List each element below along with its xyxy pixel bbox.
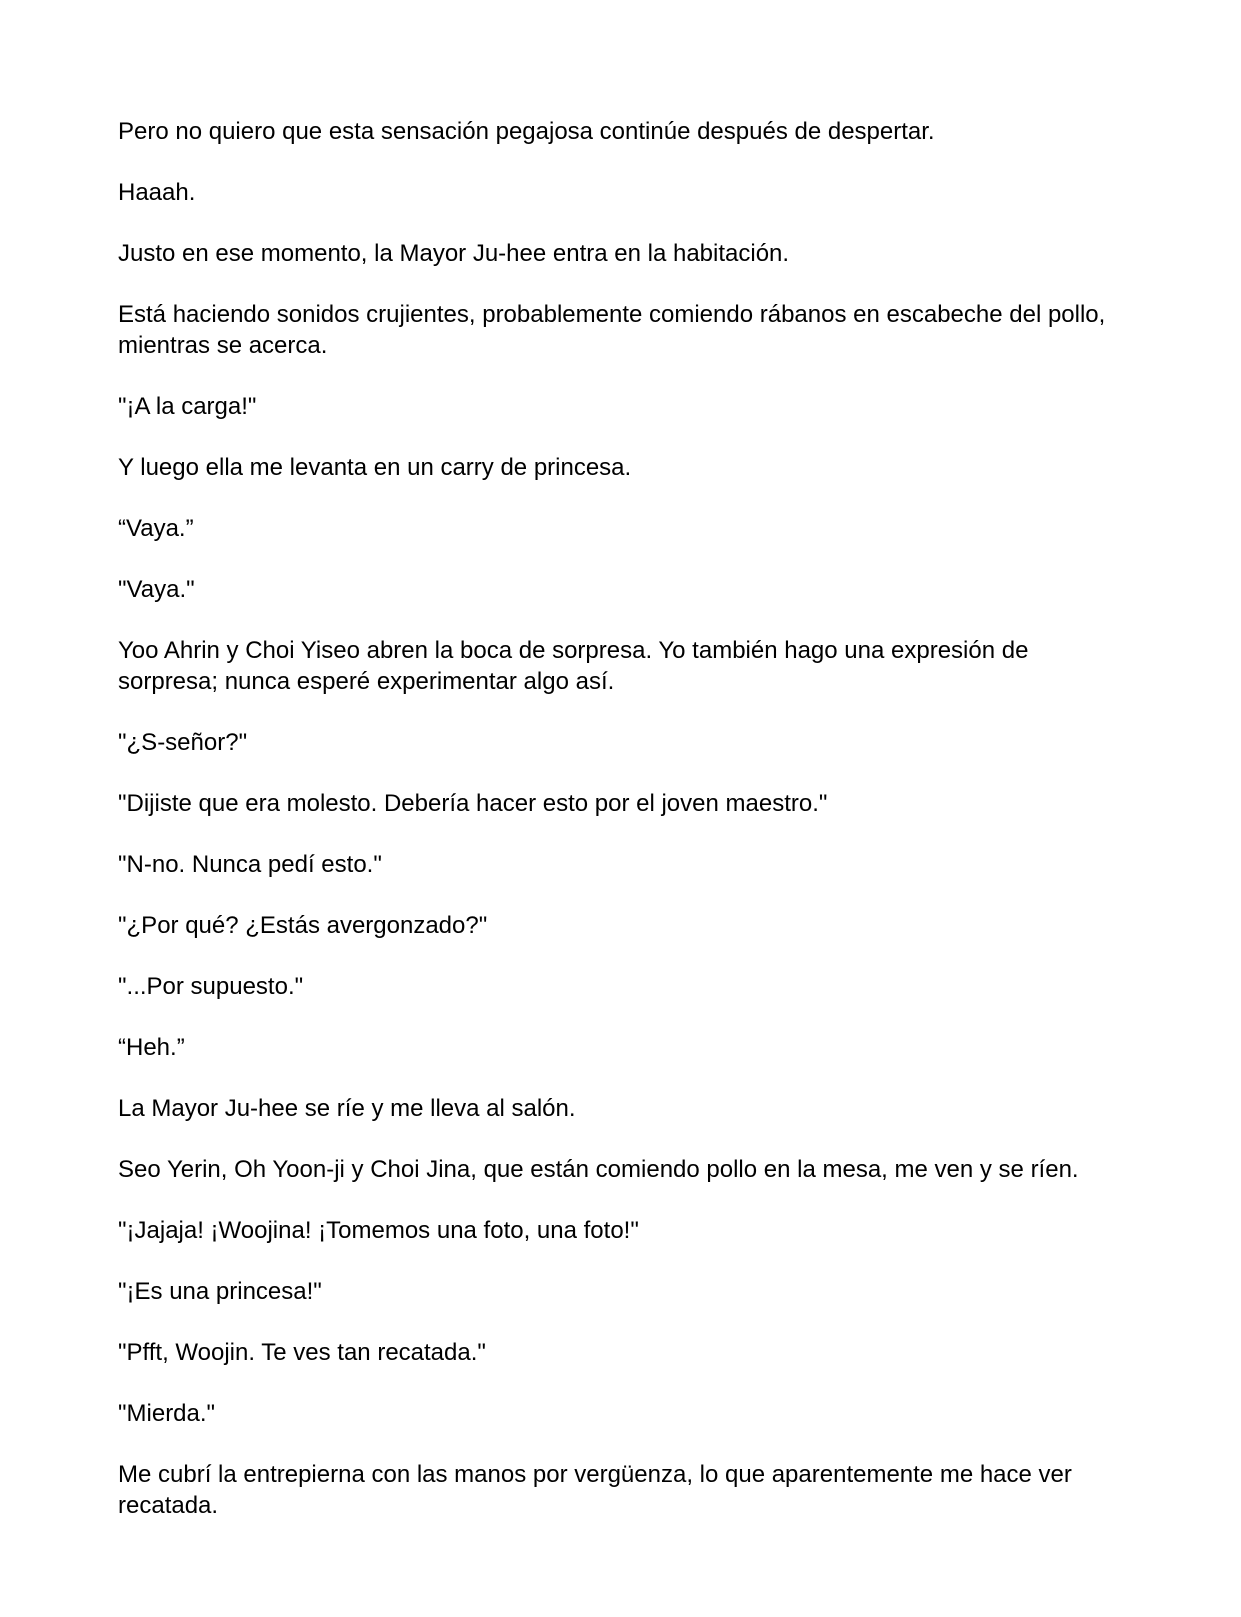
paragraph: "Mierda." [118, 1400, 216, 1427]
paragraph: "...Por supuesto." [118, 973, 304, 1000]
paragraph: “Vaya.” [118, 515, 194, 542]
paragraph: "¿S-señor?" [118, 729, 248, 756]
paragraph: "¡A la carga!" [118, 393, 257, 420]
paragraph: Y luego ella me levanta en un carry de princesa. [118, 454, 632, 481]
paragraph: La Mayor Ju-hee se ríe y me lleva al salón. [118, 1095, 576, 1122]
paragraph: Yoo Ahrin y Choi Yiseo abren la boca de sorpresa. Yo también hago una expresión de sorpresa; nunca esperé experimentar algo así. [118, 637, 1029, 695]
paragraph: “Heh.” [118, 1034, 185, 1061]
paragraph: "Dijiste que era molesto. Debería hacer esto por el joven maestro." [118, 790, 828, 817]
paragraph: "Pfft, Woojin. Te ves tan recatada." [118, 1339, 486, 1366]
paragraph: Justo en ese momento, la Mayor Ju-hee entra en la habitación. [118, 240, 790, 267]
paragraph: Seo Yerin, Oh Yoon-ji y Choi Jina, que están comiendo pollo en la mesa, me ven y se ríen. [118, 1156, 1079, 1183]
paragraph: Haaah. [118, 179, 196, 206]
paragraph: Está haciendo sonidos crujientes, probablemente comiendo rábanos en escabeche del pollo, mientras se acerca. [118, 301, 1106, 359]
paragraph: "¡Jajaja! ¡Woojina! ¡Tomemos una foto, una foto!" [118, 1217, 639, 1244]
paragraph: "Vaya." [118, 576, 195, 603]
document-body [118, 116, 1118, 1551]
paragraph: Me cubrí la entrepierna con las manos por vergüenza, lo que aparentemente me hace ver recatada. [118, 1461, 1072, 1519]
paragraph: Pero no quiero que esta sensación pegajosa continúe después de despertar. [118, 118, 935, 145]
paragraph: "N-no. Nunca pedí esto." [118, 851, 382, 878]
paragraph: "¡Es una princesa!" [118, 1278, 322, 1305]
paragraph: "¿Por qué? ¿Estás avergonzado?" [118, 912, 488, 939]
